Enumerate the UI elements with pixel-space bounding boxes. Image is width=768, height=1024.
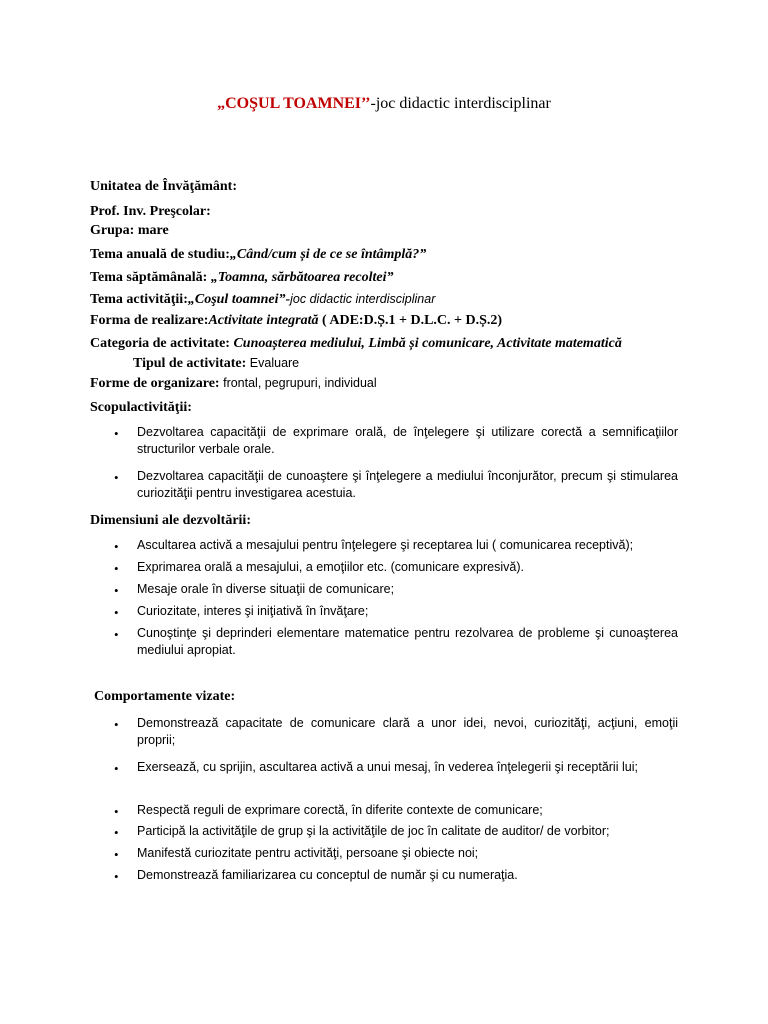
categoria-label: Categoria de activitate:: [90, 336, 230, 351]
tipul-value: Evaluare: [249, 356, 300, 370]
comportamente-item: Exersează, cu sprijin, ascultarea activă a unui mesaj, în vederea înţelegerii şi receptării lui;: [137, 760, 638, 774]
bullet-icon: •: [114, 470, 119, 485]
comportamente-item: Participă la activităţile de grup şi la activităţile de joc în calitate de auditor/ de vorbitor;: [137, 824, 610, 838]
dimensiuni-item: Exprimarea orală a mesajului, a emoţiilor etc. (comunicare expresivă).: [137, 560, 524, 574]
bullet-icon: •: [114, 717, 119, 732]
dimensiuni-item: Curiozitate, interes şi iniţiativă în învăţare;: [137, 604, 369, 618]
tipul-label: Tipul de activitate:: [133, 356, 247, 371]
categoria-field: [90, 337, 622, 351]
dimensiuni-item: Ascultarea activă a mesajului pentru înţelegere şi receptarea lui ( comunicarea receptivă);: [137, 538, 634, 552]
scopul-item: Dezvoltarea capacităţii de cunoaştere şi înţelegere a mediului înconjurător, precum şi stimularea curiozităţii pentru investigarea acestuia.: [137, 469, 678, 500]
bullet-icon: •: [114, 426, 119, 441]
forme-organizare-value: frontal, pegrupuri, individual: [223, 376, 377, 390]
categoria-value: Cunoașterea mediului, Limbă și comunicare, Activitate matematică: [233, 336, 622, 351]
document-title: [0, 96, 768, 112]
scopul-item: Dezvoltarea capacităţii de exprimare orală, de înţelegere şi utilizare corectă a semnificaţiilor structurilor verbale orale.: [137, 425, 678, 456]
tema-activitatii-label: Tema activităţii:: [90, 292, 188, 307]
comportamente-item: Demonstrează capacitate de comunicare clară a unor idei, nevoi, curiozităţi, acţiuni, emoţii proprii;: [137, 716, 678, 747]
tema-anuala-value: „Când/cum și de ce se întâmplă?”: [229, 247, 427, 262]
title-suffix: -joc didactic interdisciplinar: [370, 95, 551, 112]
tema-activitatii-subtitle: joc didactic interdisciplinar: [290, 292, 436, 306]
forme-organizare-label: Forme de organizare:: [90, 376, 220, 391]
bullet-icon: •: [114, 804, 119, 819]
comportamente-item: Demonstrează familiarizarea cu conceptul de număr şi cu numeraţia.: [137, 868, 518, 882]
tema-saptamanala-value: „Toamna, sărbătoarea recoltei”: [210, 270, 394, 285]
bullet-icon: •: [114, 583, 119, 598]
comportamente-item: Manifestă curiozitate pentru activităţi, persoane şi obiecte noi;: [137, 846, 479, 860]
forma-realizare-ade: ( ADE:D.Ș.1 + D.L.C. + D.Ș.2): [318, 313, 503, 328]
tema-saptamanala-label: Tema săptămânală:: [90, 270, 208, 285]
bullet-icon: •: [114, 539, 119, 554]
bullet-icon: •: [114, 847, 119, 862]
tema-activitatii-value: „Coşul toamnei”-: [187, 292, 291, 307]
tema-saptamanala-field: [90, 271, 393, 285]
grupa-field: Grupa: mare: [90, 223, 169, 238]
prof-field: Prof. Inv. Preşcolar:: [90, 204, 211, 219]
comportamente-item: Respectă reguli de exprimare corectă, în diferite contexte de comunicare;: [137, 803, 543, 817]
comportamente-heading: Comportamente vizate:: [94, 689, 236, 704]
dimensiuni-item: Cunoştinţe şi deprinderi elementare matematice pentru rezolvarea de probleme şi cunoaşterea mediului apropiat.: [137, 626, 678, 657]
bullet-icon: •: [114, 627, 119, 642]
bullet-icon: •: [114, 761, 119, 776]
forme-organizare-field: [90, 377, 377, 391]
forma-realizare-label: Forma de realizare:: [90, 313, 209, 328]
bullet-icon: •: [114, 605, 119, 620]
bullet-icon: •: [114, 869, 119, 884]
tipul-field: [133, 357, 299, 371]
dimensiuni-heading: Dimensiuni ale dezvoltării:: [90, 513, 251, 528]
bullet-icon: •: [114, 825, 119, 840]
unitate-field: Unitatea de Învăţământ:: [90, 179, 237, 194]
title-main: „COŞUL TOAMNEI’’: [217, 95, 371, 112]
bullet-icon: •: [114, 561, 119, 576]
tema-anuala-label: Tema anuală de studiu:: [90, 247, 230, 262]
tema-anuala-field: [90, 248, 426, 262]
forma-realizare-value: Activitate integrată: [208, 313, 319, 328]
forma-realizare-field: [90, 314, 502, 328]
tema-activitatii-field: [90, 293, 435, 307]
dimensiuni-item: Mesaje orale în diverse situaţii de comunicare;: [137, 582, 395, 596]
scopul-heading: Scopulactivităţii:: [90, 400, 192, 415]
